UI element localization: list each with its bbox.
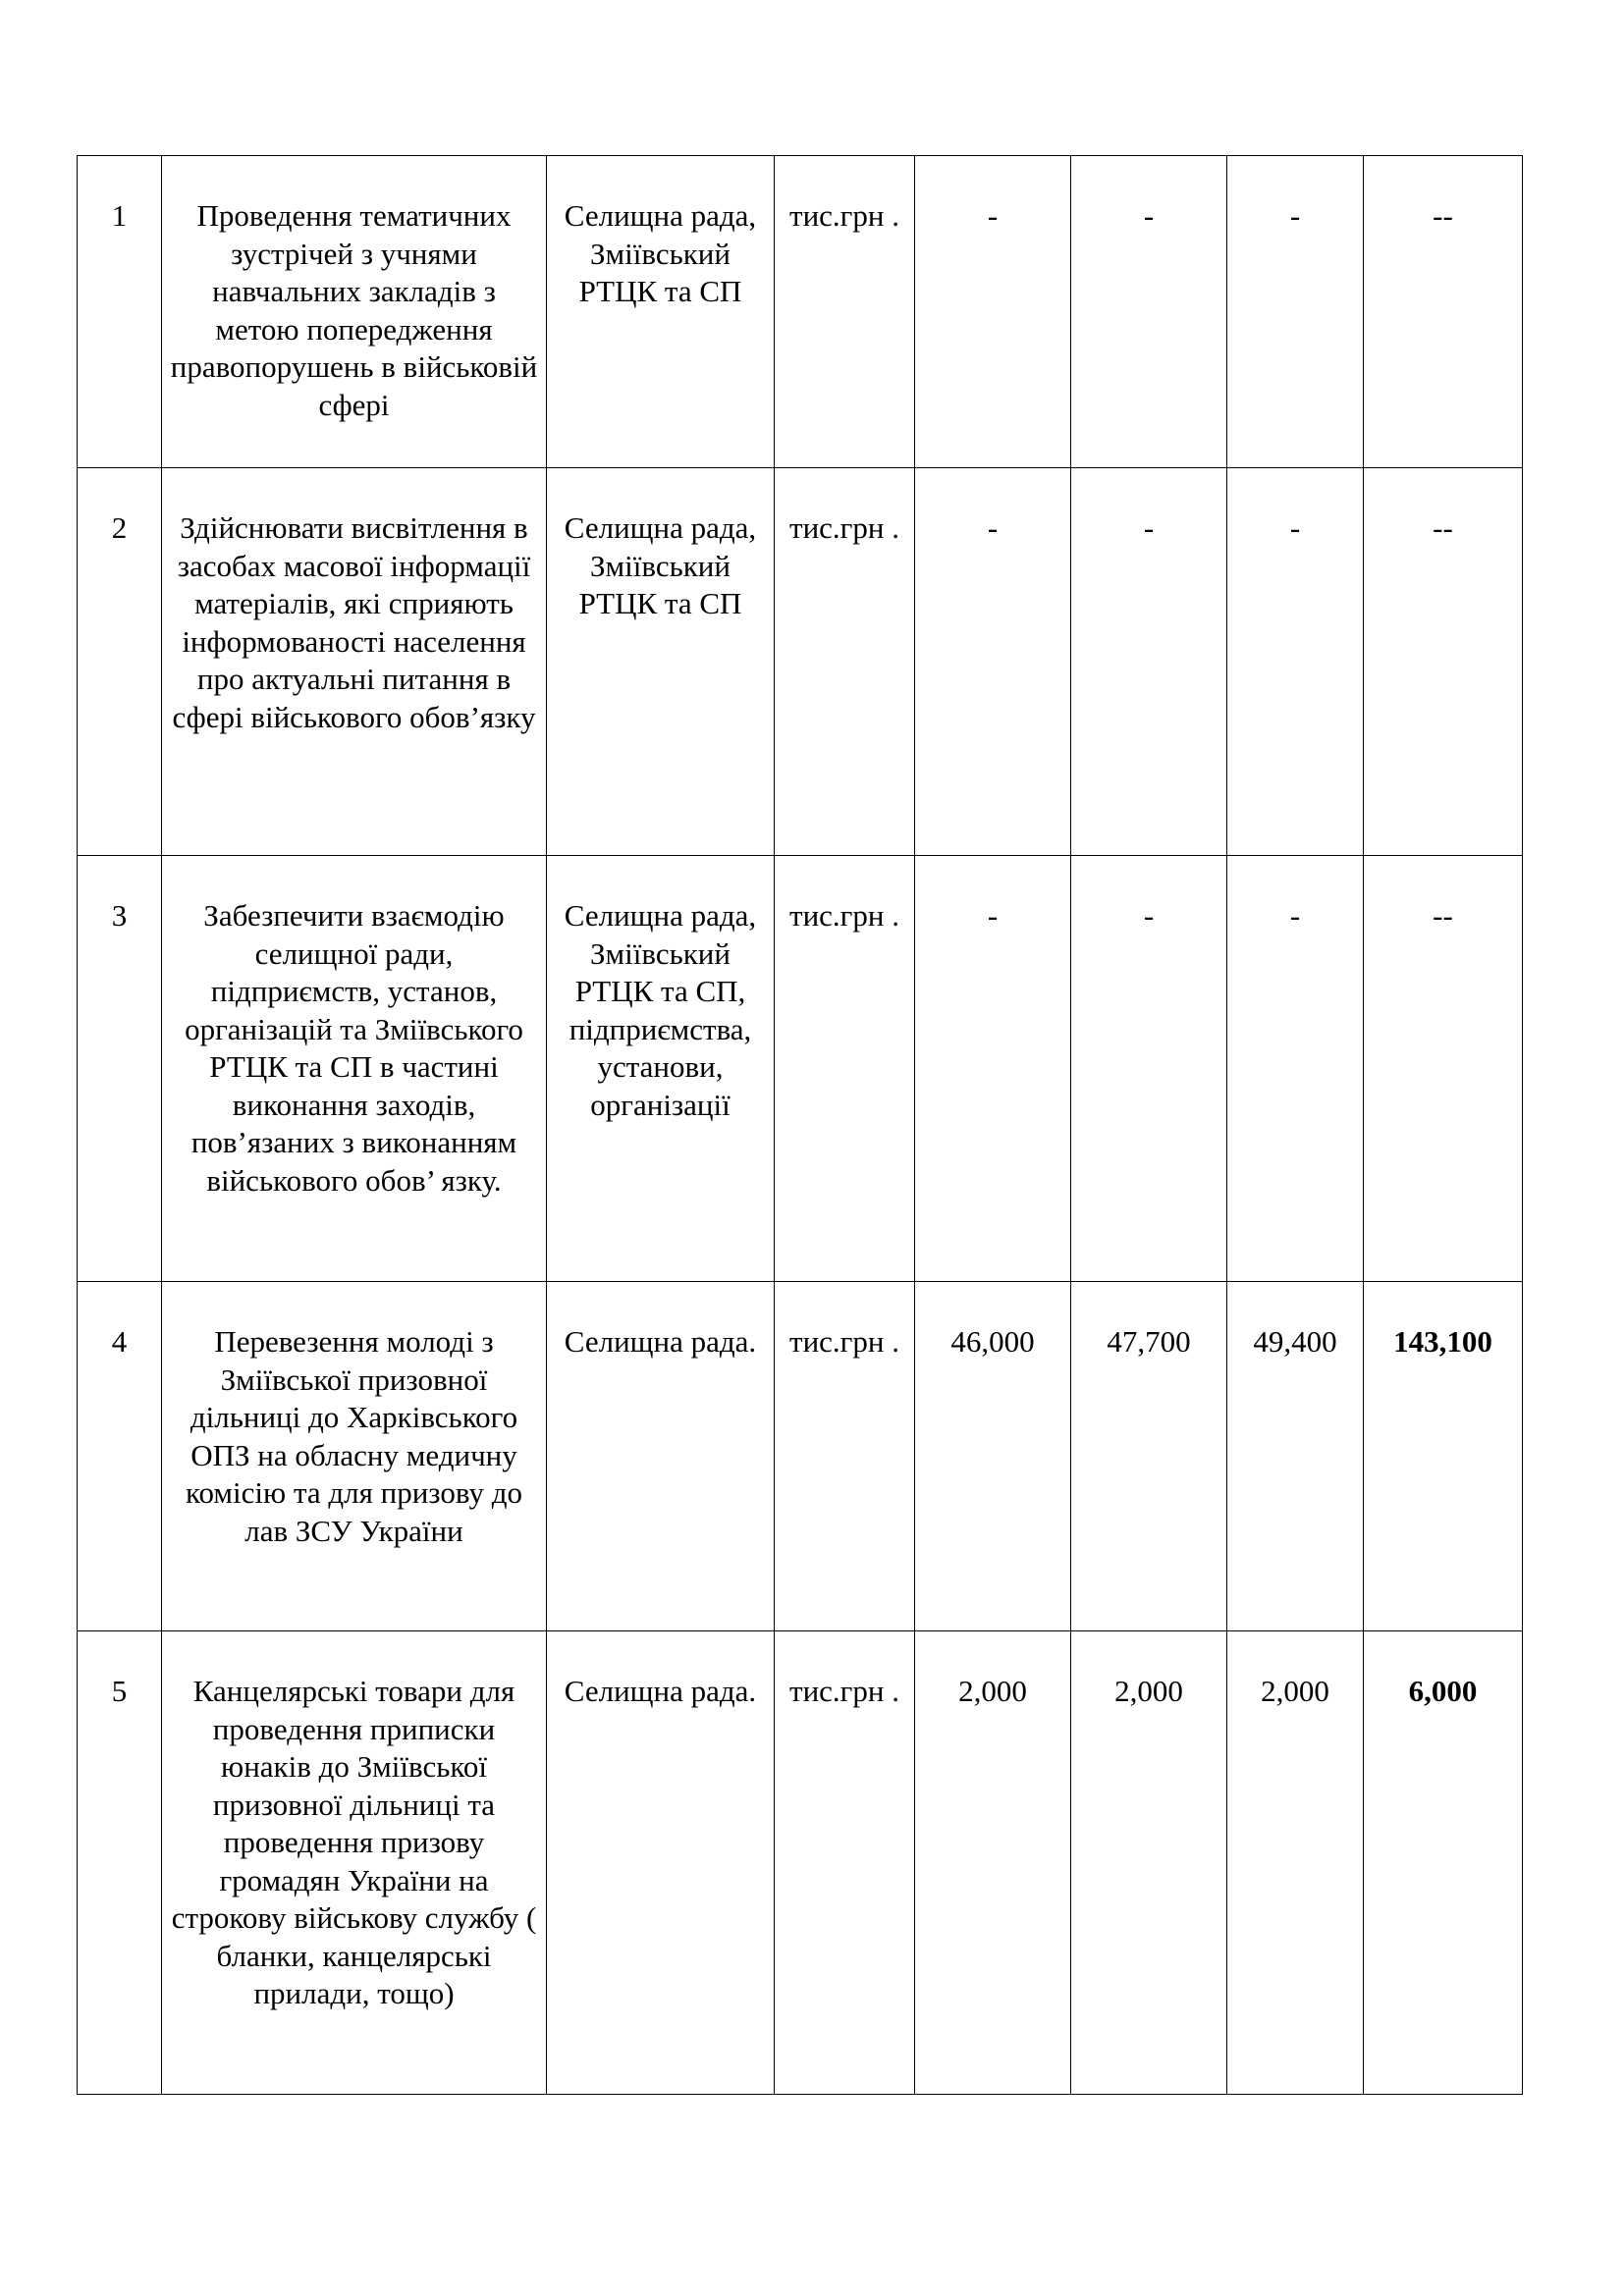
year2-cell: [1071, 156, 1227, 468]
measure-name: Здійснювати висвітлення в засобах масової інформації матеріалів, які сприяють інформованості населення про актуальні питання в сфері військового обов’язку: [172, 510, 536, 734]
executor: Селищна рада, Зміївський РТЦК та СП: [564, 198, 757, 308]
executor: Селищна рада, Зміївський РТЦК та СП: [564, 510, 757, 620]
year3-cell: [1227, 156, 1364, 468]
unit: тис.грн .: [789, 510, 899, 545]
year3-value: 49,400: [1253, 1324, 1337, 1359]
unit-cell: [775, 1631, 915, 2095]
row-number-cell: [78, 1282, 162, 1631]
row-number: 4: [111, 1324, 128, 1359]
total-value: --: [1433, 198, 1453, 233]
table-row: [78, 856, 1523, 1282]
total-value: --: [1433, 898, 1453, 933]
measure-name-cell: [162, 468, 547, 856]
measure-name-cell: [162, 156, 547, 468]
year3-value: 2,000: [1261, 1674, 1329, 1708]
row-number: 3: [111, 898, 128, 933]
total-cell: [1364, 1282, 1523, 1631]
executor-cell: [547, 1282, 775, 1631]
unit: тис.грн .: [789, 1324, 899, 1359]
unit-cell: [775, 468, 915, 856]
measure-name-cell: [162, 856, 547, 1282]
year1-cell: [915, 156, 1071, 468]
unit: тис.грн .: [789, 198, 899, 233]
table-row: [78, 1282, 1523, 1631]
year1-value: -: [987, 510, 999, 545]
executor-cell: [547, 156, 775, 468]
total-cell: [1364, 1631, 1523, 2095]
year1-value: 2,000: [958, 1674, 1027, 1708]
row-number-cell: [78, 468, 162, 856]
year3-cell: [1227, 1631, 1364, 2095]
measure-name: Канцелярські товари для проведення приписки юнаків до Зміївської призовної дільниці та проведення призову громадян України на строкову військову службу ( бланки, канцелярські прилади, тощо): [171, 1674, 537, 2010]
year2-cell: [1071, 1631, 1227, 2095]
total-value: --: [1433, 510, 1453, 545]
year1-value: 46,000: [950, 1324, 1035, 1359]
total-cell: [1364, 468, 1523, 856]
table-row: [78, 156, 1523, 468]
year2-value: -: [1143, 198, 1155, 233]
executor-cell: [547, 856, 775, 1282]
unit-cell: [775, 1282, 915, 1631]
row-number: 5: [111, 1674, 128, 1708]
table-row: [78, 468, 1523, 856]
year3-value: -: [1289, 510, 1301, 545]
total-value: 143,100: [1393, 1324, 1492, 1359]
row-number-cell: [78, 1631, 162, 2095]
year3-cell: [1227, 468, 1364, 856]
year2-value: -: [1143, 510, 1155, 545]
table-row: [78, 1631, 1523, 2095]
year1-cell: [915, 856, 1071, 1282]
year2-value: 2,000: [1114, 1674, 1183, 1708]
executor: Селищна рада.: [564, 1324, 757, 1359]
year3-cell: [1227, 1282, 1364, 1631]
row-number: 2: [111, 510, 128, 545]
year1-cell: [915, 1631, 1071, 2095]
total-cell: [1364, 856, 1523, 1282]
total-cell: [1364, 156, 1523, 468]
unit: тис.грн .: [789, 1674, 899, 1708]
year1-cell: [915, 468, 1071, 856]
year2-value: -: [1143, 898, 1155, 933]
unit-cell: [775, 156, 915, 468]
row-number-cell: [78, 856, 162, 1282]
year2-cell: [1071, 468, 1227, 856]
year1-value: -: [987, 898, 999, 933]
executor: Селищна рада, Зміївський РТЦК та СП, підприємства, установи, організації: [564, 898, 757, 1122]
row-number-cell: [78, 156, 162, 468]
measure-name-cell: [162, 1631, 547, 2095]
executor-cell: [547, 468, 775, 856]
year3-value: -: [1289, 898, 1301, 933]
measure-name: Проведення тематичних зустрічей з учнями навчальних закладів з метою попередження правопорушень в військовій сфері: [170, 198, 538, 422]
row-number: 1: [111, 198, 128, 233]
executor-cell: [547, 1631, 775, 2095]
year3-value: -: [1289, 198, 1301, 233]
unit: тис.грн .: [789, 898, 899, 933]
executor: Селищна рада.: [564, 1674, 757, 1708]
measures-table: [77, 155, 1523, 2095]
unit-cell: [775, 856, 915, 1282]
total-value: 6,000: [1408, 1674, 1478, 1708]
year2-cell: [1071, 856, 1227, 1282]
year2-value: 47,700: [1107, 1324, 1191, 1359]
year2-cell: [1071, 1282, 1227, 1631]
year3-cell: [1227, 856, 1364, 1282]
year1-value: -: [987, 198, 999, 233]
measure-name: Перевезення молоді з Зміївської призовної дільниці до Харківського ОПЗ на обласну медичну комісію та для призову до лав ЗСУ України: [186, 1324, 522, 1548]
measure-name: Забезпечити взаємодію селищної ради, підприємств, установ, організацій та Зміївського РТЦК та СП в частині виконання заходів, пов’язаних з виконанням військового обов’ язку.: [185, 898, 523, 1198]
measure-name-cell: [162, 1282, 547, 1631]
year1-cell: [915, 1282, 1071, 1631]
